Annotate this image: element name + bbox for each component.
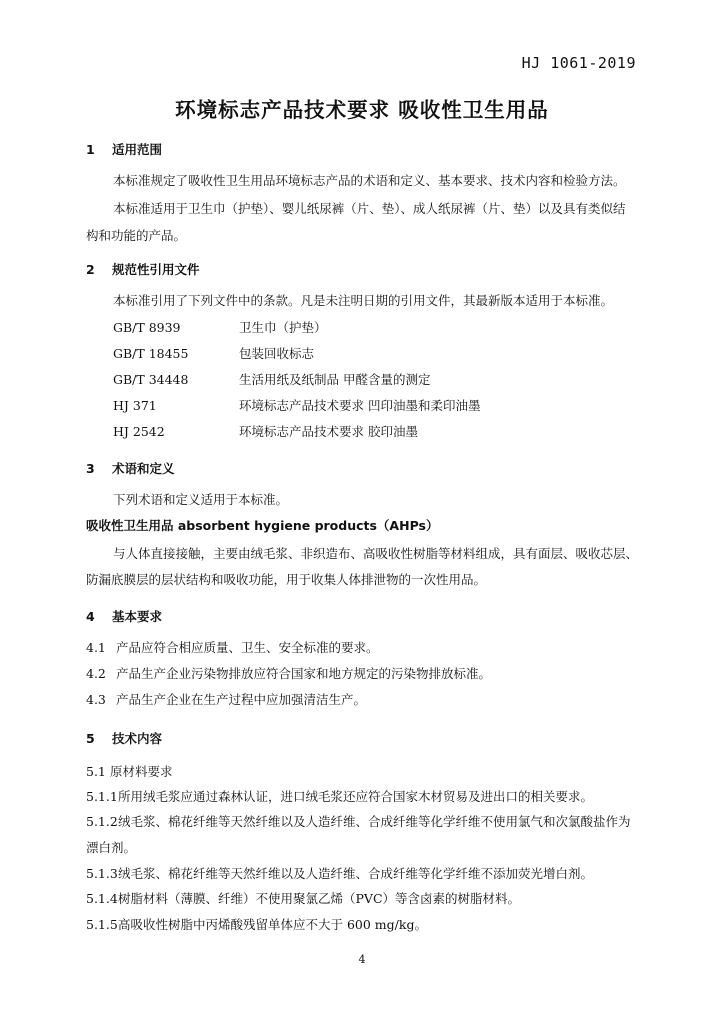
paragraph: 下列术语和定义适用于本标准。 <box>113 492 289 507</box>
section-title: 术语和定义 <box>112 461 175 476</box>
reference-code: HJ 2542 <box>113 424 165 439</box>
clause-text: 产品生产企业污染物排放应符合国家和地方规定的污染物排放标准。 <box>116 666 492 681</box>
clause-text: 产品生产企业在生产过程中应加强清洁生产。 <box>116 692 367 707</box>
clause-number: 5.1 <box>86 764 106 779</box>
clause <box>86 640 379 656</box>
paragraph-continuation: 构和功能的产品。 <box>86 228 187 243</box>
reference-code: GB/T 8939 <box>113 320 181 335</box>
section-3-heading <box>86 461 175 477</box>
section-number: 3 <box>86 461 95 476</box>
reference-row <box>113 398 480 414</box>
clause-text: 绒毛浆、棉花纤维等天然纤维以及人造纤维、合成纤维等化学纤维不添加荧光增白剂。 <box>118 866 594 881</box>
reference-code: HJ 371 <box>113 398 157 413</box>
paragraph: 本标准引用了下列文件中的条款。凡是未注明日期的引用文件，其最新版本适用于本标准。 <box>113 293 614 308</box>
clause-number: 4.3 <box>86 692 106 707</box>
subsection-heading <box>86 764 173 780</box>
clause-number: 4.1 <box>86 640 106 655</box>
page-number: 4 <box>358 953 366 966</box>
section-number: 5 <box>86 731 95 746</box>
clause-text: 高吸收性树脂中丙烯酸残留单体应不大于 600 mg/kg。 <box>118 917 427 932</box>
page-title: 环境标志产品技术要求 吸收性卫生用品 <box>175 98 549 122</box>
reference-row <box>113 320 327 336</box>
clause-continuation: 漂白剂。 <box>86 840 137 855</box>
reference-name: 环境标志产品技术要求 胶印油墨 <box>239 424 418 439</box>
section-title: 基本要求 <box>112 609 163 624</box>
clause <box>86 891 520 907</box>
document-code: HJ 1061-2019 <box>521 54 636 72</box>
reference-row <box>113 424 418 440</box>
clause-text: 原材料要求 <box>110 764 173 779</box>
term-heading: 吸收性卫生用品 absorbent hygiene products（AHPs） <box>86 518 439 533</box>
reference-name: 卫生巾（护垫） <box>239 320 327 335</box>
reference-name: 生活用纸及纸制品 甲醛含量的测定 <box>239 372 431 387</box>
reference-name: 环境标志产品技术要求 凹印油墨和柔印油墨 <box>239 398 481 413</box>
clause <box>86 692 366 708</box>
clause-text: 产品应符合相应质量、卫生、安全标准的要求。 <box>116 640 379 655</box>
reference-code: GB/T 34448 <box>113 372 189 387</box>
clause-number: 5.1.3 <box>86 866 118 881</box>
clause <box>86 814 631 830</box>
clause <box>86 866 593 882</box>
clause-number: 5.1.4 <box>86 891 118 906</box>
reference-code: GB/T 18455 <box>113 346 189 361</box>
clause <box>86 666 491 682</box>
clause <box>86 917 427 933</box>
section-title: 规范性引用文件 <box>112 262 200 277</box>
section-number: 2 <box>86 262 95 277</box>
paragraph: 本标准规定了吸收性卫生用品环境标志产品的术语和定义、基本要求、技术内容和检验方法。 <box>113 173 626 188</box>
section-number: 4 <box>86 609 95 624</box>
paragraph: 本标准适用于卫生巾（护垫）、婴儿纸尿裤（片、垫）、成人纸尿裤（片、垫）以及具有类似结 <box>113 201 626 216</box>
section-2-heading <box>86 262 200 278</box>
section-number: 1 <box>86 142 95 157</box>
clause <box>86 789 593 805</box>
section-title: 技术内容 <box>112 731 163 746</box>
section-4-heading <box>86 609 162 625</box>
clause-number: 5.1.1 <box>86 789 118 804</box>
definition: 与人体直接接触，主要由绒毛浆、非织造布、高吸收性树脂等材料组成，具有面层、吸收芯层、 <box>113 546 639 561</box>
clause-number: 5.1.5 <box>86 917 118 932</box>
clause-number: 4.2 <box>86 666 106 681</box>
reference-row <box>113 372 430 388</box>
clause-text: 所用绒毛浆应通过森林认证，进口绒毛浆还应符合国家木材贸易及进出口的相关要求。 <box>118 789 594 804</box>
clause-text: 绒毛浆、棉花纤维等天然纤维以及人造纤维、合成纤维等化学纤维不使用氯气和次氯酸盐作为 <box>118 814 631 829</box>
clause-text: 树脂材料（薄膜、纤维）不使用聚氯乙烯（PVC）等含卤素的树脂材料。 <box>118 891 521 906</box>
section-5-heading <box>86 731 162 747</box>
clause-number: 5.1.2 <box>86 814 118 829</box>
definition-continuation: 防漏底膜层的层状结构和吸收功能，用于收集人体排泄物的一次性用品。 <box>86 572 487 587</box>
section-1-heading <box>86 142 162 158</box>
reference-row <box>113 346 314 362</box>
section-title: 适用范围 <box>112 142 163 157</box>
reference-name: 包装回收标志 <box>239 346 315 361</box>
